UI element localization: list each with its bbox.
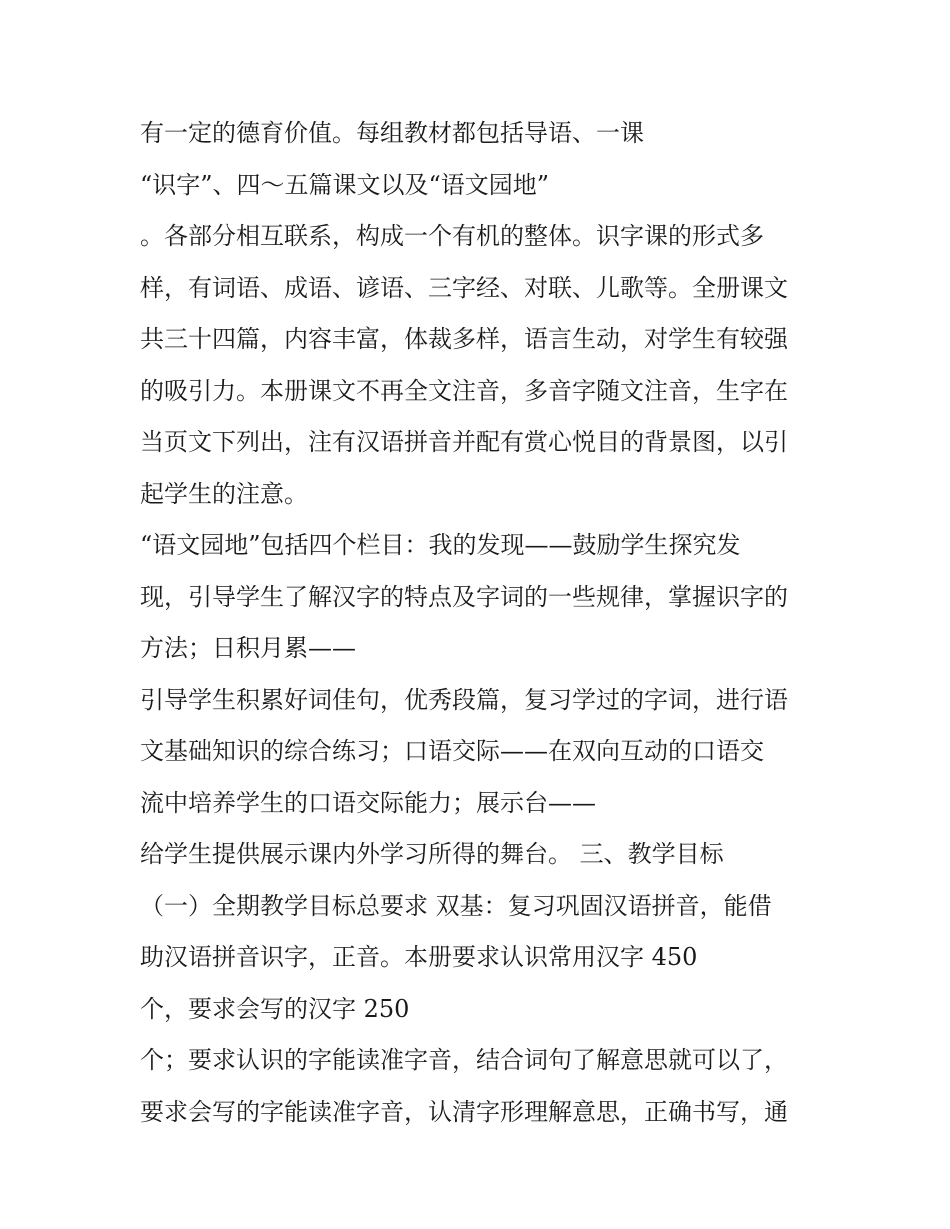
body-text xyxy=(140,108,830,1138)
text-line: 个；要求认识的字能读准字音，结合词句了解意思就可以了， xyxy=(140,1046,788,1074)
text-line: 的吸引力。本册课文不再全文注音，多音字随文注音，生字在 xyxy=(140,376,788,405)
text-line: “语文园地”包括四个栏目：我的发现——鼓励学生探究发 xyxy=(140,531,741,559)
text-line: 方法；日积月累—— xyxy=(140,634,356,662)
text-line: （一）全期教学目标总要求 双基：复习巩固汉语拼音，能借 xyxy=(140,891,772,920)
text-line: 现，引导学生了解汉字的特点及字词的一些规律，掌握识字的 xyxy=(140,582,788,611)
text-line: 给学生提供展示课内外学习所得的舞台。 三、教学目标 xyxy=(140,840,724,868)
text-line: 流中培养学生的口语交际能力；展示台—— xyxy=(140,788,596,817)
text-line: 有一定的德育价值。每组教材都包括导语、一课 xyxy=(140,119,644,147)
text-line: 。各部分相互联系，构成一个有机的整体。识字课的形式多 xyxy=(140,222,764,250)
text-line: “识字”、四～五篇课文以及“语文园地” xyxy=(140,170,550,199)
text-line: 助汉语拼音识字，正音。本册要求认识常用汉字 450 xyxy=(140,943,698,971)
text-line: 引导学生积累好词佳句，优秀段篇，复习学过的字词，进行语 xyxy=(140,685,788,714)
text-line: 要求会写的字能读准字音，认清字形理解意思，正确书写，通 xyxy=(140,1097,788,1126)
text-line: 样，有词语、成语、谚语、三字经、对联、儿歌等。全册课文 xyxy=(140,273,788,302)
text-line: 文基础知识的综合练习；口语交际——在双向互动的口语交 xyxy=(140,737,764,765)
text-line: 共三十四篇，内容丰富，体裁多样，语言生动，对学生有较强 xyxy=(140,325,788,353)
text-line: 起学生的注意。 xyxy=(140,479,308,508)
text-line: 当页文下列出，注有汉语拼音并配有赏心悦目的背景图，以引 xyxy=(140,428,788,456)
text-line: 个，要求会写的汉字 250 xyxy=(140,994,410,1023)
